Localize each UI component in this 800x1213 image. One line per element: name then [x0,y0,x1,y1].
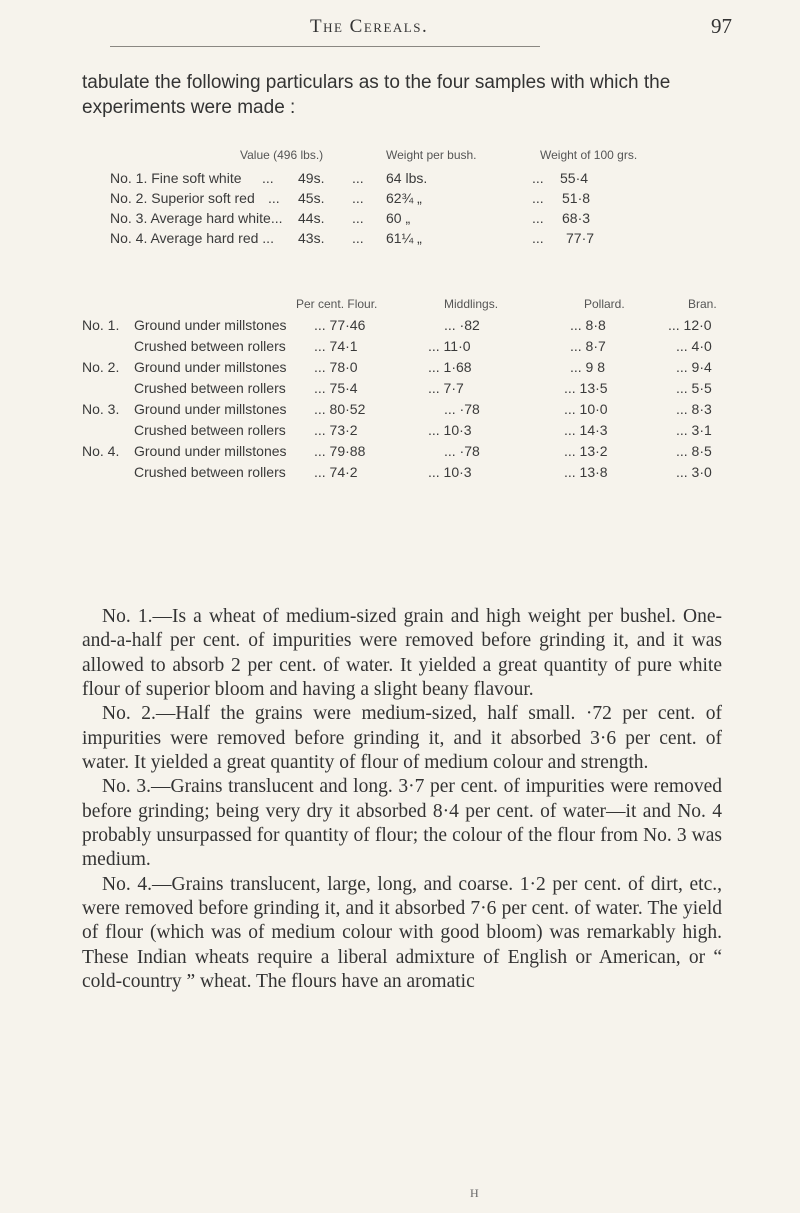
bran-cell: ... 3·1 [676,422,712,438]
process-label: Ground under millstones [134,359,287,375]
leader-dots: ... [352,230,364,246]
process-label: Ground under millstones [134,401,287,417]
sample-number: No. 1. [82,317,120,333]
bran-cell: ... 8·3 [676,401,712,417]
header-weight-per-bush: Weight per bush. [386,148,477,162]
middlings-cell: ... 1·68 [428,359,472,375]
flour-cell: ... 77·46 [314,317,366,333]
paragraph-sample-3: No. 3.—Grains translucent and long. 3·7 per cent. of impurities were removed before grinding; being very dry it absorbed 8·4 per cent. of water—it and No. 4 probably unsurpassed for quantity of flour; the colour of the flour from No. 3 was medium. [82,776,722,871]
bran-cell: ... 8·5 [676,443,712,459]
sample-label: No. 1. Fine soft white [110,170,242,186]
bran-cell: ... 9·4 [676,359,712,375]
weight100-cell: 77·7 [566,230,595,246]
pollard-cell: ... 13·2 [564,443,608,459]
pollard-cell: ... 13·8 [564,464,608,480]
table-row [0,422,800,442]
header-middlings: Middlings. [444,297,499,311]
flour-cell: ... 74·2 [314,464,358,480]
paragraph-sample-2: No. 2.—Half the grains were medium-sized, half small. ·72 per cent. of impurities were removed before grinding it, and it absorbed 3·6 per cent. of water. It yielded a great quantity of flour of medium colour and strength. [82,703,722,774]
table-row [0,190,800,210]
header-bran: Bran. [688,297,717,311]
table-row [0,359,800,379]
header-flour: Per cent. Flour. [296,297,378,311]
table-row [0,170,800,190]
table-row [0,230,800,250]
table-row [0,380,800,400]
header-rule [110,46,540,47]
process-label: Crushed between rollers [134,422,286,438]
sample-number: No. 2. [82,359,120,375]
leader-dots: ... [532,170,544,186]
pollard-cell: ... 8·8 [570,317,606,333]
process-label: Ground under millstones [134,443,287,459]
body-text [82,605,722,995]
process-label: Ground under millstones [134,317,287,333]
running-head-title: The Cereals. [310,16,429,37]
flour-cell: ... 73·2 [314,422,358,438]
value-cell: 44s. [298,210,325,226]
middlings-cell: ... ·78 [444,401,480,417]
weight100-cell: 55·4 [560,170,589,186]
table-row [0,464,800,484]
running-head [0,14,800,48]
weight-cell: 64 lbs. [386,170,428,186]
leader-dots: ... [262,170,274,186]
value-cell: 49s. [298,170,325,186]
leader-dots: ... [268,190,280,206]
flour-cell: ... 74·1 [314,338,358,354]
leader-dots: ... [532,230,544,246]
value-cell: 45s. [298,190,325,206]
middlings-cell: ... 11·0 [428,338,471,354]
leader-dots: ... [532,190,544,206]
pollard-cell: ... 10·0 [564,401,608,417]
leader-dots: ... [352,170,364,186]
page-number: 97 [711,14,732,38]
middlings-cell: ... 10·3 [428,464,472,480]
sample-label: No. 2. Superior soft red [110,190,255,206]
pollard-cell: ... 8·7 [570,338,606,354]
pollard-cell: ... 14·3 [564,422,608,438]
header-weight-100-grs: Weight of 100 grs. [540,148,638,162]
table-row [0,210,800,230]
middlings-cell: ... ·78 [444,443,480,459]
table-row [0,317,800,337]
paragraph-sample-4: No. 4.—Grains translucent, large, long, and coarse. 1·2 per cent. of dirt, etc., were removed before grinding it, and it absorbed 7·6 per cent. of water. The yield of flour (which was of medium colour with good bloom) was remarkably high. These Indian wheats require a liberal admixture of English or American, or “ cold-country ” wheat. The flours have an aromatic [82,873,722,993]
paragraph-sample-1: No. 1.—Is a wheat of medium-sized grain and high weight per bushel. One-and-a-half per cent. of impurities were removed before grinding it, and it was allowed to absorb 2 per cent. of water. It yielded a great quantity of pure white flour of superior bloom and having a slight beany flavour. [82,606,722,701]
sample-number: No. 3. [82,401,120,417]
bran-cell: ... 4·0 [676,338,712,354]
sample-label: No. 4. Average hard red ... [110,230,274,246]
weight-cell: 61¼ „ [386,230,422,246]
pollard-cell: ... 13·5 [564,380,608,396]
flour-cell: ... 80·52 [314,401,366,417]
header-pollard: Pollard. [584,297,625,311]
bran-cell: ... 3·0 [676,464,712,480]
flour-cell: ... 79·88 [314,443,366,459]
signature-mark: H [470,1186,479,1200]
table-row [0,443,800,463]
sample-number: No. 4. [82,443,120,459]
middlings-cell: ... ·82 [444,317,480,333]
table-row [0,338,800,358]
weight-cell: 62¾ „ [386,190,422,206]
leader-dots: ... [352,190,364,206]
weight100-cell: 68·3 [562,210,591,226]
flour-cell: ... 75·4 [314,380,358,396]
leader-dots: ... [532,210,544,226]
process-label: Crushed between rollers [134,338,286,354]
weight-cell: 60 „ [386,210,411,226]
header-value: Value (496 lbs.) [240,148,324,162]
bran-cell: ... 12·0 [668,317,712,333]
process-label: Crushed between rollers [134,380,286,396]
weight100-cell: 51·8 [562,190,591,206]
middlings-cell: ... 7·7 [428,380,464,396]
table-row [0,401,800,421]
pollard-cell: ... 9 8 [570,359,606,375]
bran-cell: ... 5·5 [676,380,712,396]
sample-label: No. 3. Average hard white... [110,210,283,226]
value-cell: 43s. [298,230,325,246]
middlings-cell: ... 10·3 [428,422,472,438]
intro-text: tabulate the following particulars as to the four samples with which the experiments were made : [82,72,671,118]
process-label: Crushed between rollers [134,464,286,480]
leader-dots: ... [352,210,364,226]
flour-cell: ... 78·0 [314,359,358,375]
